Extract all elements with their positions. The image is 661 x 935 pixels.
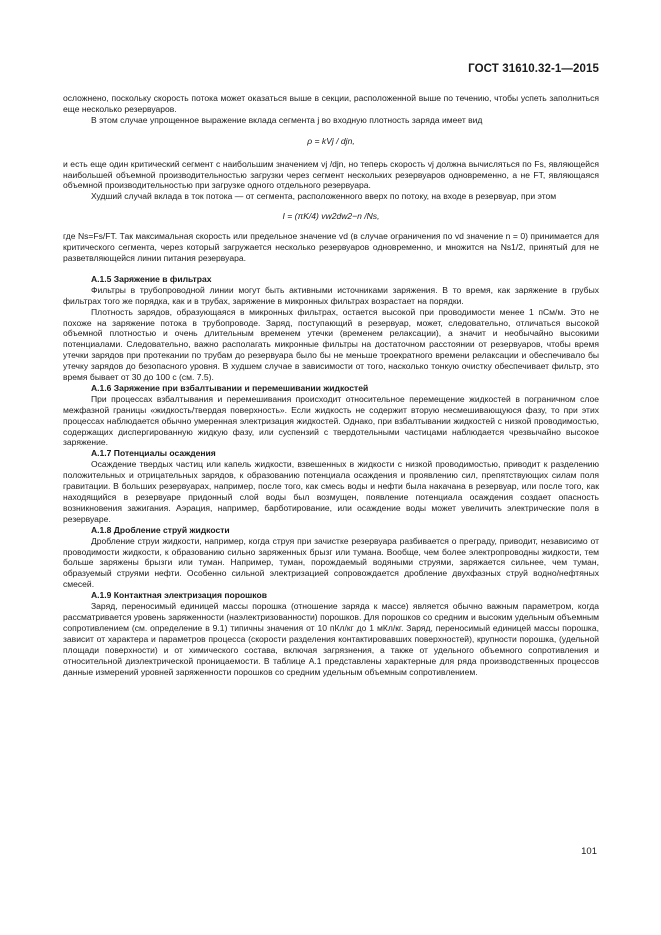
paragraph-worst-case: Худший случай вклада в ток потока — от сегмента, расположенного вверх по потоку, на входе в резервуар, при этом xyxy=(91,191,557,202)
section-heading-a19: А.1.9 Контактная электризация порошков xyxy=(91,590,267,601)
paragraph-where-ns: где Ns=Fs/FT. Так максимальная скорость или предельное значение vd (в случае ограничения по vd значение n = 0) принимается для критического сегмента, через который загружается несколько резервуаров одновременно, и множится на Ns1/2, принятый для не разветвляющейся линии питания резервуара. xyxy=(63,231,599,263)
formula-charge-density: ρ = kVj / djn, xyxy=(307,135,355,146)
page-number: 101 xyxy=(581,846,597,857)
paragraph-a15-filters: Фильтры в трубопроводной линии могут быть активными источниками заряжения. В то время, как заряжение в грубых фильтрах того же порядка, как и в трубах, заряжение в микронных фильтрах возрастает на порядки. xyxy=(63,284,599,306)
section-heading-a18: А.1.8 Дробление струй жидкости xyxy=(91,524,230,535)
section-heading-a16: А.1.6 Заряжение при взбалтывании и перемешивании жидкостей xyxy=(91,382,369,393)
document-header-standard: ГОСТ 31610.32-1—2015 xyxy=(468,63,599,75)
paragraph-a15-charge-density: Плотность зарядов, образующаяся в микронных фильтрах, остается высокой при проводимости менее 1 пСм/м. Это не похоже на заряжение потока в трубопроводе. Заряд, поступающий в резервуар, может, следовательно, отличаться высокой объемной плотностью и очень длительным временем утечки (временем релаксации), а значит и необычайно высокими потенциалами. Следовательно, важно располагать микронные фильтры на достаточном расстоянии от резервуаров, чтобы время утечки зарядов при протекании по трубам до резервуара было бы не меньше троекратного времени релаксации и обеспечивало бы утечку зарядов до безопасного уровня. В худшем случае в зависимости от того, насколько тонкую очистку обеспечивает фильтр, это время бывает от 30 до 100 с (см. 7.5). xyxy=(63,306,599,383)
paragraph-a16-agitation: При процессах взбалтывания и перемешивания происходит относительное перемещение жидкостей в пограничном слое межфазной границы «жидкость/твердая поверхность». Если жидкость не содержит вторую несмешивающуюся фазу, то при этих процессах наблюдается обычно умеренная электризация жидкостей. Однако, при взбалтывании жидкостей с низкой проводимостью, содержащих диспергированную жидкую фазу, или суспензий с твердотельными частицами наблюдается чрезвычайно высокое заряжение. xyxy=(63,393,599,448)
paragraph-a18-jet-breakup: Дробление струи жидкости, например, когда струя при зачистке резервуара разбивается о преграду, приводит, независимо от проводимости жидкости, к образованию сильно заряженных брызг или тумана. Вообще, чем более электропроводны жидкости, тем больше заряжены брызги или туман. Например, туман, порождаемый водяными струями, заряжается сильнее, чем туман, образуемый струями нефти. Особенно сильной электризацией сопровождается дробление двухфазных струй водно/нефтяных смесей. xyxy=(63,535,599,590)
paragraph-continuation: осложнено, поскольку скорость потока может оказаться выше в секции, расположенной выше по течению, чтобы успеть заполниться еще несколько резервуаров. xyxy=(63,93,599,114)
section-heading-a17: А.1.7 Потенциалы осаждения xyxy=(91,448,216,459)
paragraph-segment-contribution: В этом случае упрощенное выражение вклада сегмента j во входную плотность заряда имеет вид xyxy=(91,114,483,125)
document-body xyxy=(63,93,599,677)
paragraph-critical-segment: и есть еще один критический сегмент с наибольшим значением vj /djn, но теперь скорость vj должна вычисляться по Fs, являющейся наибольшей объемной производительностью загрузки через сегмент нескольких резервуаров одновременно, а не FT, являющаяся объемной производительностью при загрузке одного отдельного резервуара. xyxy=(63,158,599,191)
paragraph-a17-settling: Осаждение твердых частиц или капель жидкости, взвешенных в жидкости с низкой проводимостью, приводит к разделению положительных и отрицательных зарядов, к образованию потенциала осаждения и проявлению сил, препятствующих силам поля гравитации. В больших резервуарах, например, после того, как смесь воды и нефти была накачана в резервуар, или после того, как находящийся в резервуаре придонный слой воды был возмущен, появление потенциала осаждения создает опасность возникновения зажигания. Аэрация, например, барботирование, или осаждение воды может увеличить электрические поля в резервуаре. xyxy=(63,459,599,524)
paragraph-a19-powders: Заряд, переносимый единицей массы порошка (отношение заряда к массе) является обычно важным параметром, когда рассматривается уровень заряженности (наэлектризованности) порошков. Для порошков со средним и высоким удельным объемным сопротивлением (см. определение в 9.1) типичны значения от 10 пКл/кг до 1 мКл/кг. Заряд, переносимый единицей массы порошка, зависит от характера и параметров процесса (скорости разделения контактировавших поверхностей), крупности порошка, (удельной площади поверхности) и от химического состава, включая загрязнения, а также от удельного объемного сопротивления и относительной диэлектрической проницаемости. В таблице А.1 представлены характерные для ряда производственных процессов данные измерений уровней заряженности порошков со средним удельным объемным сопротивлением. xyxy=(63,601,599,677)
section-heading-a15: А.1.5 Заряжение в фильтрах xyxy=(91,273,212,284)
formula-flow-current: I = (πK/4) vw2dw2−n /Ns, xyxy=(282,211,380,222)
